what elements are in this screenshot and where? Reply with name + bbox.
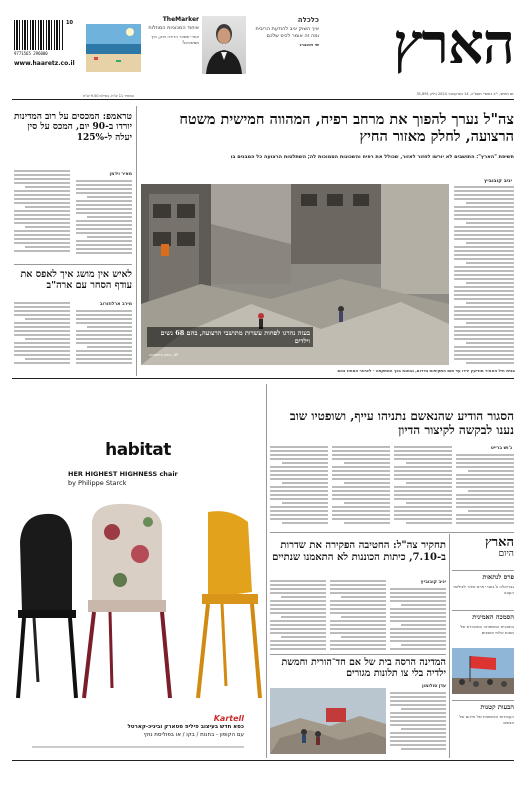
- sagar-body-1: [456, 454, 514, 528]
- ad-divider: [266, 384, 267, 758]
- left-col-divider: [136, 106, 137, 376]
- kalkala-portrait: [202, 16, 246, 74]
- lead-headline[interactable]: צה"ל נערך להפוך את מרחב רפיח, המהווה חמישית משטח הרצועה, לחלק מאזור החיץ: [179, 111, 514, 145]
- ad-text-line2: עם הקופון - בחנות / בקו / או בפוליסת נוקי: [143, 732, 244, 738]
- ad-text-line1: כסא חדש בעיצוב פיליפ סטארק וביניכ-קארטל: [127, 724, 244, 730]
- idf-byline: יניב קובוביץ: [420, 580, 446, 585]
- sagar-body-4: [270, 446, 328, 528]
- sagar-headline[interactable]: הסגור הודיע שהנאשם נתניהו עייף, ושופטיו שוב נענו לבקשה לקיצור הדיון: [289, 409, 514, 437]
- lead-photo-credit: רמטן אלשאמה, AP: [149, 353, 179, 357]
- barcode: [14, 20, 64, 50]
- left-story1-body-left: [14, 170, 70, 258]
- promo-kalkala-author: שי ויטנברג: [299, 42, 319, 47]
- left-story1-body-right: [76, 180, 132, 258]
- sidebar-item-2-title[interactable]: הסמכה האמינית: [472, 613, 514, 621]
- masthead-rule: [12, 99, 514, 100]
- demolition-byline: עדן סולומון: [422, 684, 446, 689]
- ad-subtitle: by Philippe Starck: [68, 479, 127, 487]
- lead-bottom-rule: [12, 378, 514, 379]
- left-story2-byline: מירב ארלוזורוב: [99, 302, 132, 307]
- issue-number: 10: [66, 20, 73, 26]
- idf-headline[interactable]: תחקיר צה"ל: החטיבה הפקירה את שדרות ב-7.10, כיתות הכוננות לא התאמנו שנתיים: [272, 540, 446, 563]
- habitat-ad[interactable]: [12, 384, 264, 758]
- promo-themarker[interactable]: [143, 16, 199, 78]
- sidebar-rule-1: [452, 570, 514, 571]
- ad-brand-kartell: Kartell: [213, 714, 244, 723]
- lead-photo-caption: [147, 327, 313, 347]
- promo-kalkala-label: כלכלה: [297, 16, 319, 24]
- left-story1-byline: מאיר וידמן: [109, 172, 132, 177]
- sagar-body-3: [332, 446, 390, 528]
- themarker-text: איחוד המכוניות המוזלות: [148, 25, 199, 31]
- barcode-number: 9771565 296000: [14, 51, 48, 56]
- sagar-body-2: [394, 446, 452, 528]
- left-story2-body-left: [14, 302, 70, 368]
- page-bottom-rule: [12, 760, 514, 761]
- ad-brand: habitat: [105, 440, 171, 460]
- sidebar-item-2-text: בתוכנית המשפחה המכובדת של מאות אלפי תושבים: [460, 624, 514, 635]
- sidebar-rule-3: [452, 700, 514, 701]
- sidebar-flag-photo: [452, 648, 514, 694]
- sidebar-divider: [449, 534, 450, 758]
- lead-byline: יניב קובוביץ: [484, 178, 512, 184]
- idf-bottom-rule: [270, 654, 446, 655]
- demolition-body: [390, 692, 446, 754]
- demolition-photo: [270, 688, 386, 754]
- ad-title: HER HIGHEST HIGHNESS chair: [68, 470, 178, 478]
- promo-kalkala-text: איך השוק יגיב להודעת הריבית ומה זה אומר לכיס שלכם: [255, 26, 319, 39]
- themarker-brand: TheMarker: [162, 16, 199, 23]
- lead-photo-rafah-ruins: [141, 184, 449, 365]
- themarker-beach-photo: [86, 24, 141, 72]
- sidebar-item-1-title[interactable]: פרס לנתאות: [482, 573, 514, 581]
- sidebar-item-3-title[interactable]: הבעות קטנות: [480, 703, 514, 711]
- left-story1-headline[interactable]: טראמפ: המכסים על רוב המדינות יורדו ב-90 יום, המכס על סין יעלה ל-125%: [13, 112, 132, 143]
- lead-footer: בבית חיל האוויר מודיעין ירדו עד תום התקיפות בדרום, נבחנת בכך המתקפה - לאיזור המחוז בהם: [337, 368, 515, 373]
- dateline: יום חמישי, י"ב בתשרי תשפ"ה, 14 באוקטובר 2024 גיליון 31,691: [416, 92, 514, 96]
- idf-body-2: [330, 580, 386, 652]
- ad-chairs-illustration: [12, 502, 264, 702]
- ad-fineprint: [32, 746, 244, 748]
- promo-kalkala[interactable]: [247, 16, 319, 78]
- left-story2-body-right: [76, 310, 132, 368]
- sidebar: [452, 536, 514, 758]
- sidebar-brand-sub: היום: [498, 548, 514, 559]
- sidebar-brand: הארץ: [485, 535, 514, 550]
- masthead-logo: הארץ: [393, 11, 514, 77]
- sagar-bottom-rule: [270, 532, 514, 533]
- idf-body-1: [390, 588, 446, 652]
- idf-body-3: [270, 580, 326, 652]
- lead-body-text: [454, 186, 514, 366]
- left-story2-headline[interactable]: לאיש אין מושג איך לאפס את עודף הסחר עם ארה"ב: [20, 269, 132, 291]
- sidebar-item-1-text: גבריאלה צ'בוטרי פרס איזור לצילומי העונה: [453, 584, 514, 595]
- website[interactable]: www.haaretz.co.il: [14, 60, 75, 67]
- lead-photo-caption-text: בעזה נהרגו לפחות עשרות מתושבי הרצועה, בהם 68 נשים וילדים: [160, 329, 310, 345]
- lead-kicker: חשיפת "הארץ": התושבים לא יורשו לחזור לאזור, שכולל את רפיח והשכונות הסמוכות לה; השתלטות הרצועה כל המבנים בו: [230, 154, 514, 160]
- price-note: המחיר 11 ש"ח, באילת 9.50 ש"ח: [83, 94, 134, 98]
- themarker-subtext: אחרי ששכר הדירה זינק, איך ממשיכים?: [151, 34, 199, 45]
- sidebar-rule-2: [452, 610, 514, 611]
- sagar-byline: ג'וש ברייט: [490, 446, 512, 451]
- demolition-headline[interactable]: המדינה הרסה בית של אם חד־הורית וחמשת ילדיה בלי צו תלונות מגורים: [281, 657, 446, 679]
- left-col-mid-rule: [14, 264, 132, 265]
- sidebar-item-3-text: העבודות הפשוטות של חייהם של אנשים: [459, 714, 514, 725]
